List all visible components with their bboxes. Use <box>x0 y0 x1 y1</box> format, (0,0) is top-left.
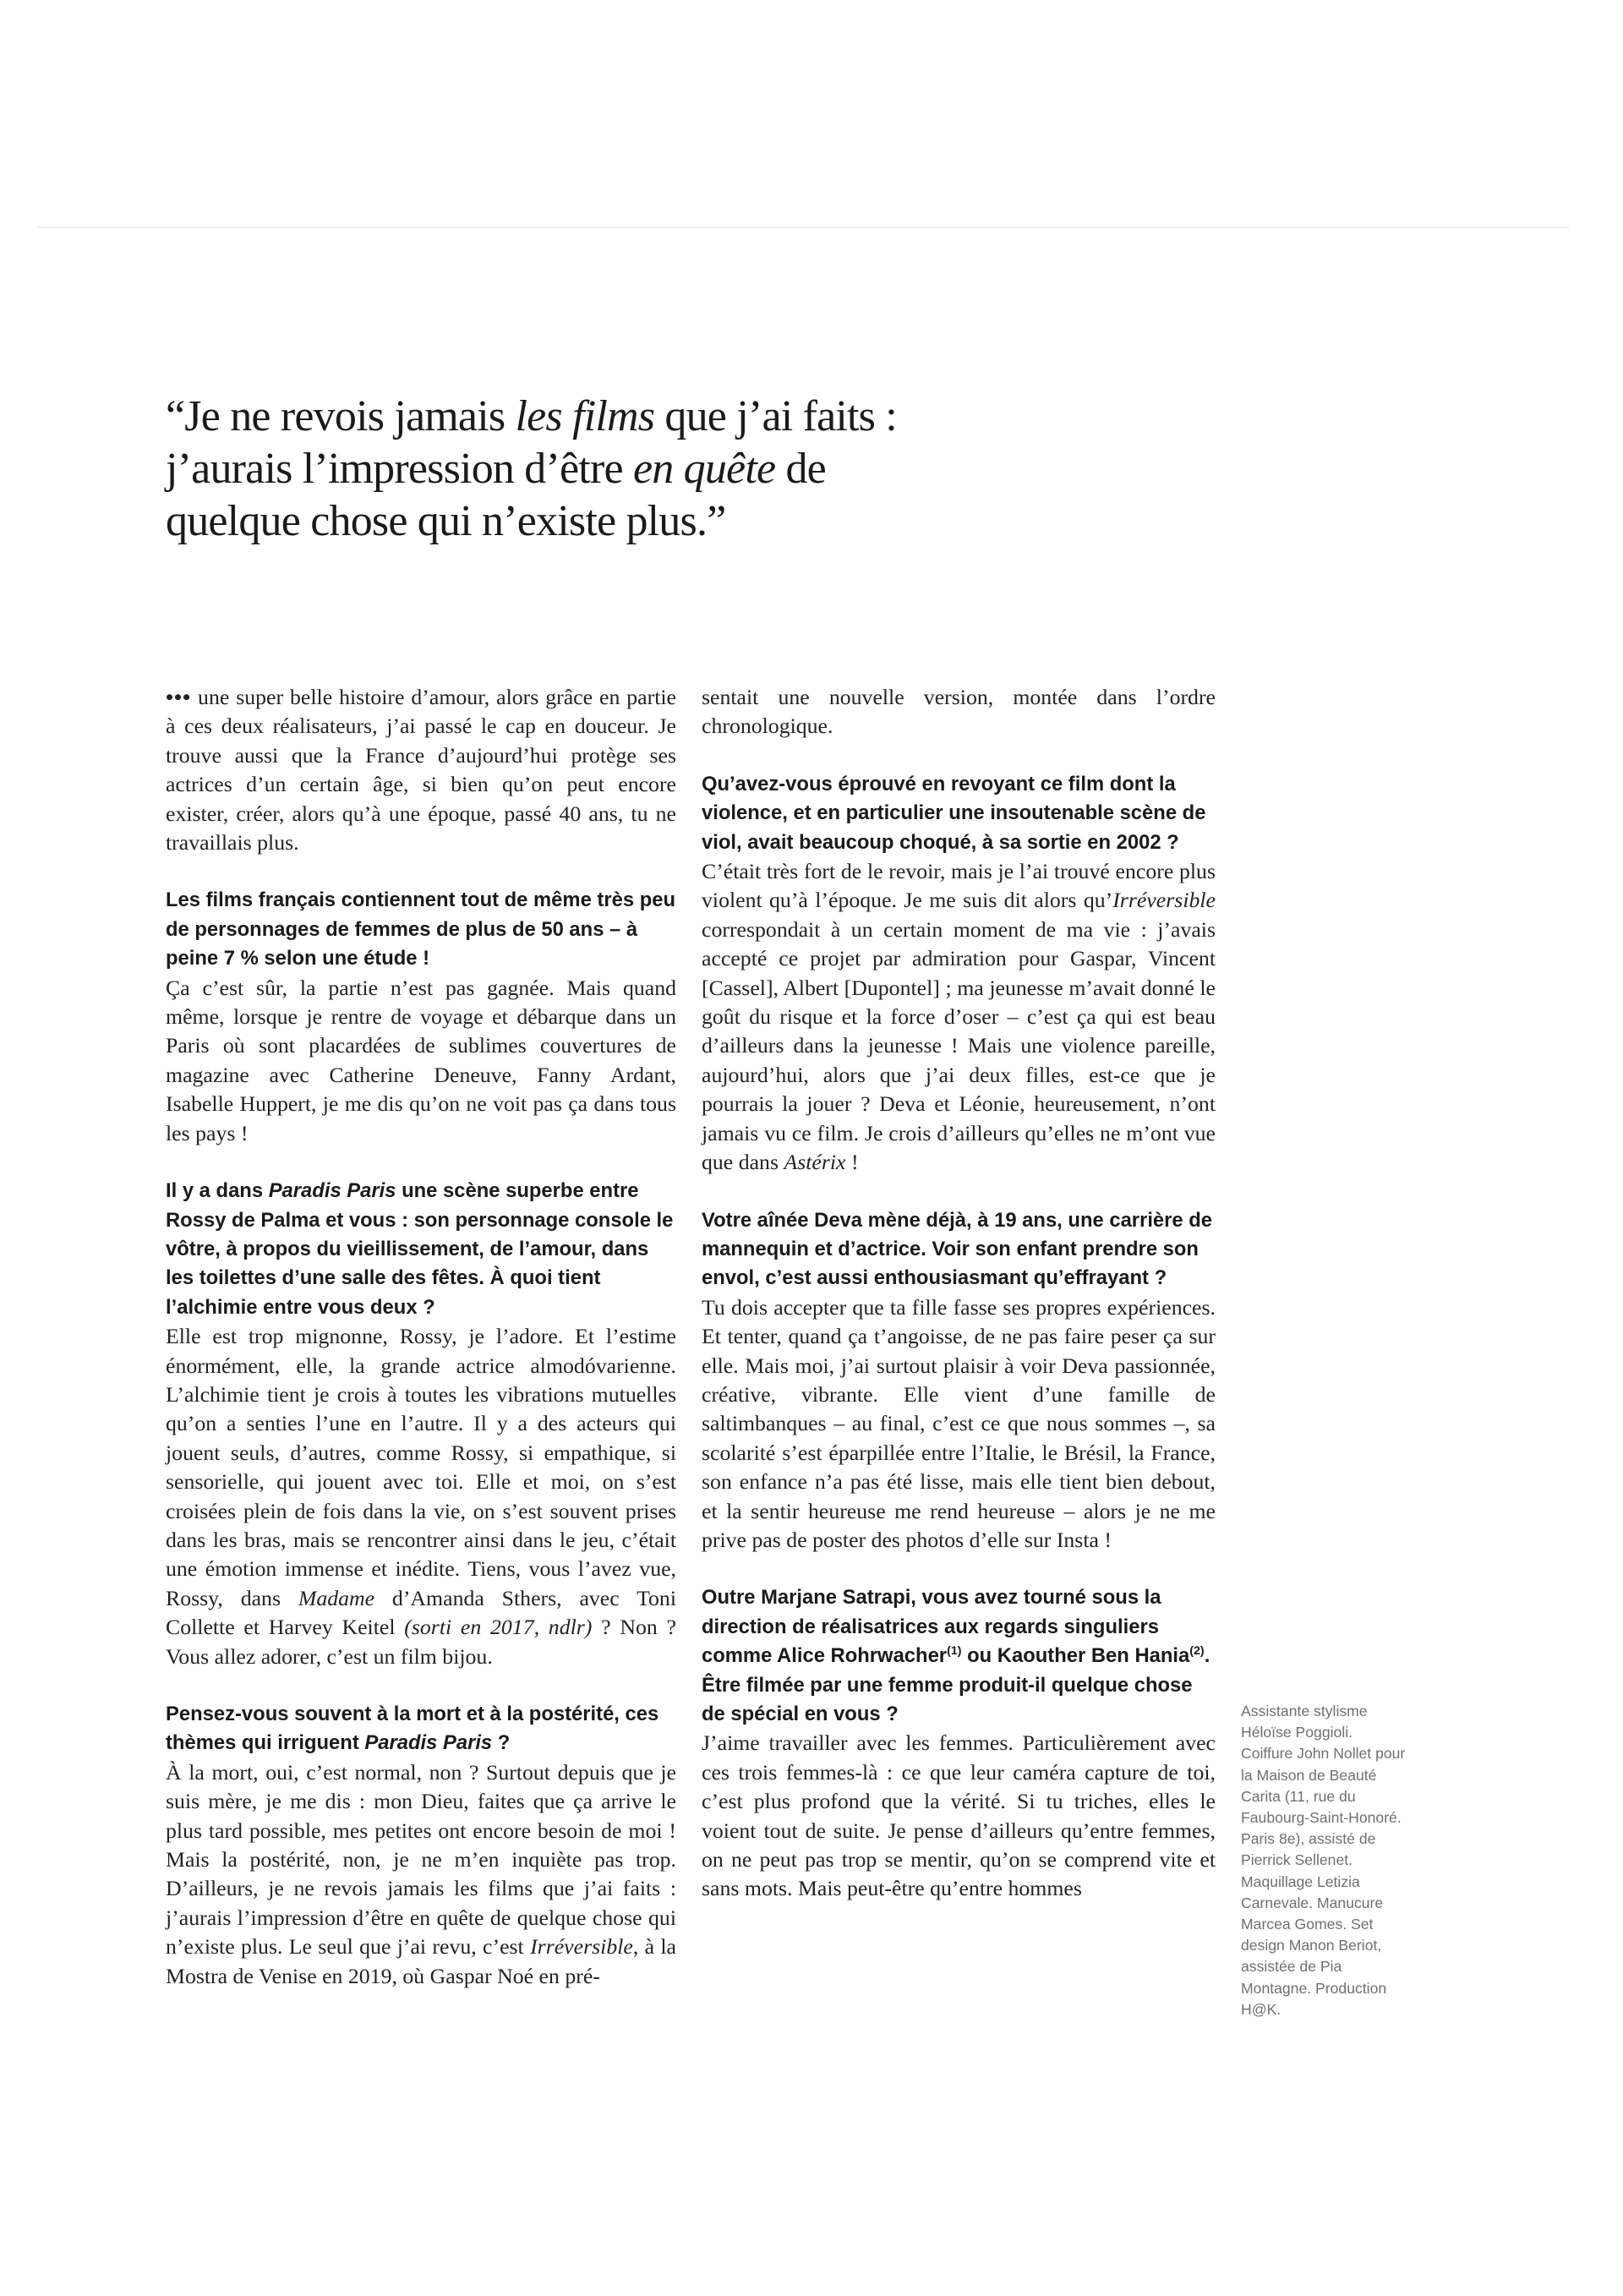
intro-paragraph: ••• une super belle histoire d’amour, alors grâce en partie à ces deux réalisateurs, j’ai passé le cap en douceur. Je trouve aussi que la France d’aujourd’hui protège ses actrices d’un certain âge, si bien qu’on peut encore exister, créer, alors qu’à une époque, passé 40 ans, tu ne travaillais plus. <box>166 685 676 856</box>
footnote-ref: (1) <box>947 1644 962 1659</box>
continuation-marker: ••• <box>166 685 192 709</box>
answer-4: C’était très fort de le revoir, mais je l’ai trouvé encore plus violent qu’à l’époque. Je me suis dit alors qu’Irréversible correspondait à un certain moment de ma vie : j’avais accepté ce projet par admiration pour Gaspar, Vincent [Cassel], Albert [Dupontel] ; ma jeunesse m’avait donné le goût du risque et la force d’oser – c’est ça qui est beau d’ailleurs dans la jeunesse ! Mais une violence pareille, aujourd’hui, alors que j’ai deux filles, est-ce que je pourrais la jouer ? Deva et Léonie, heureusement, n’ont jamais vu ce film. Je crois d’ailleurs qu’elles ne m’ont vue que dans Astérix ! <box>702 859 1216 1175</box>
pull-quote-emphasis: en quête <box>632 445 776 493</box>
question-3: Pensez-vous souvent à la mort et à la postérité, ces thèmes qui irriguent Paradis Paris ? <box>166 1703 659 1755</box>
top-divider <box>37 227 1569 228</box>
footnote-ref: (2) <box>1189 1644 1205 1659</box>
pull-quote-text: de quelque chose qui n’existe plus.” <box>166 445 826 545</box>
question-4: Qu’avez-vous éprouvé en revoyant ce film dont la violence, et en particulier une insoutenable scène de viol, avait beaucoup choqué, à sa sortie en 2002 ? <box>702 772 1206 854</box>
answer-2: Elle est trop mignonne, Rossy, je l’adore. Et l’estime énormément, elle, la grande actrice almodóvarienne. L’alchimie tient je crois à toutes les vibrations mutuelles qu’on a senties l’une en l’autre. Il y a des acteurs qui jouent seuls, d’autres, comme Rossy, si empathique, si sensorielle, qui jouent avec toi. Elle et moi, on s’est croisées plein de fois dans la vie, on s’est souvent prises dans les bras, mais se rencontrer ainsi dans le jeu, c’était une émotion immense et inédite. Tiens, vous l’avez vue, Rossy, dans Madame d’Amanda Sthers, avec Toni Collette et Harvey Keitel (sorti en 2017, ndlr) ? Non ? Vous allez adorer, c’est un film bijou. <box>166 1324 676 1669</box>
photo-credits: Assistante stylisme Héloïse Poggioli. Coiffure John Nollet pour la Maison de Beauté Carita (11, rue du Faubourg-Saint-Honoré. Paris 8e), assisté de Pierrick Sellenet. Maquillage Letizia Carnevale. Manucure Marcea Gomes. Set design Manon Beriot, assistée de Pia Montagne. Production H@K. <box>1241 1703 1406 2018</box>
answer-3: À la mort, oui, c’est normal, non ? Surtout depuis que je suis mère, je me dis : mon Dieu, faites que ça arrive le plus tard possible, mes petites ont encore besoin de moi ! Mais la postérité, non, je ne m’en inquiète pas trop. D’ailleurs, je ne revois jamais les films que j’ai faits : j’aurais l’impression d’être en quête de quelque chose qui n’existe plus. Le seul que j’ai revu, c’est Irréversible, à la Mostra de Venise en 2019, où Gaspar Noé en pré- <box>166 1759 677 1988</box>
article-column-2 <box>702 683 1216 1904</box>
answer-1: Ça c’est sûr, la partie n’est pas gagnée. Mais quand même, lorsque je rentre de voyage et débarque dans un Paris où sont placardées de sublimes couvertures de magazine avec Catherine Deneuve, Fanny Ardant, Isabelle Huppert, je me dis qu’on ne voit pas ça dans tous les pays ! <box>166 975 676 1145</box>
pull-quote-text: que j’ai faits : j’aurais l’impression d’être <box>166 392 897 493</box>
article-column-1 <box>166 683 676 1991</box>
answer-5: Tu dois accepter que ta fille fasse ses propres expériences. Et tenter, quand ça t’angoisse, de ne pas faire peser ça sur elle. Mais moi, j’ai surtout plaisir à voir Deva passionnée, créative, vibrante. Elle vient d’une famille de saltimbanques – au final, c’est ce que nous sommes –, sa scolarité s’est éparpillée entre l’Italie, le Brésil, la France, son enfance n’a pas été lisse, mais elle tient bien debout, et la sentir heureuse me rend heureuse – alors je ne me prive pas de poster des photos d’elle sur Insta ! <box>702 1294 1216 1552</box>
question-1: Les films français contiennent tout de même très peu de personnages de femmes de plus de 50 ans – à peine 7 % selon une étude ! <box>166 888 675 970</box>
question-6: Outre Marjane Satrapi, vous avez tourné sous la direction de réalisatrices aux regards singuliers comme Alice Rohrwacher$^{(1)}$ ou Kaouther Ben Hania$^{(2)}$. Être filmée par une femme produit-il quelque chose de spécial en vous ? <box>702 1586 1210 1725</box>
answer-6: J’aime travailler avec les femmes. Particulièrement avec ces trois femmes-là : ce que leur caméra capture de toi, c’est plus profond que la vérité. Si tu triches, elles le voient tout de suite. Je pense d’ailleurs qu’entre femmes, on ne peut pas trop se mentir, qu’on se comprend vite et sans mots. Mais peut-être qu’entre hommes <box>702 1730 1216 1901</box>
pull-quote <box>166 391 926 548</box>
continued-paragraph: sentait une nouvelle version, montée dans l’ordre chronologique. <box>702 685 1216 739</box>
question-5: Votre aînée Deva mène déjà, à 19 ans, une carrière de mannequin et d’actrice. Voir son enfant prendre son envol, c’est aussi enthousiasmant qu’effrayant ? <box>702 1208 1213 1290</box>
pull-quote-emphasis: les films <box>515 392 655 440</box>
question-2: Il y a dans Paradis Paris une scène superbe entre Rossy de Palma et vous : son personnage console le vôtre, à propos du vieillissement, de l’amour, dans les toilettes d’une salle des fêtes. À quoi tient l’alchimie entre vous deux ? <box>166 1179 674 1319</box>
pull-quote-text: “Je ne revois jamais <box>166 392 516 440</box>
